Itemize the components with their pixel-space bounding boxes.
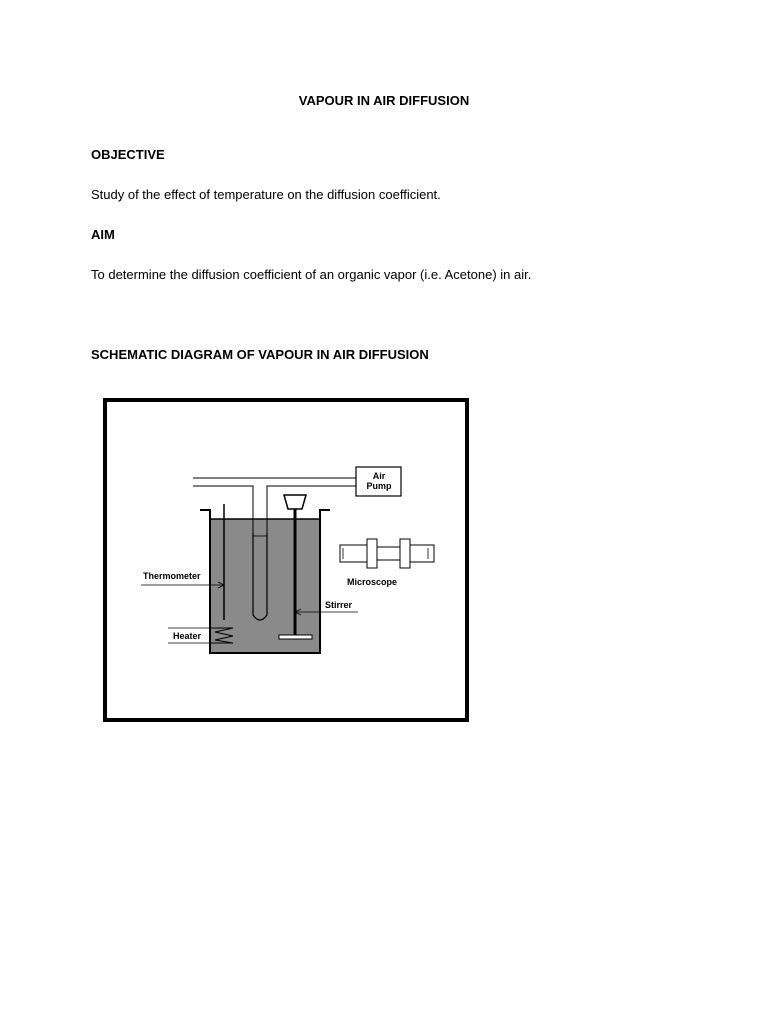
stirrer-paddle <box>279 635 312 639</box>
air-pump-label-line1: Air <box>372 471 386 481</box>
thermometer-label: Thermometer <box>143 571 201 581</box>
diffusion-tube <box>253 533 267 620</box>
heater-label: Heater <box>173 631 202 641</box>
microscope-label: Microscope <box>347 577 398 587</box>
air-pump-label-line2: Pump <box>366 481 392 491</box>
objective-text: Study of the effect of temperature on the diffusion coefficient. <box>91 187 441 202</box>
stirrer-motor <box>284 495 306 509</box>
schematic-diagram <box>103 398 469 722</box>
document-title: VAPOUR IN AIR DIFFUSION <box>298 93 470 108</box>
stirrer-label: Stirrer <box>325 600 353 610</box>
aim-heading: AIM <box>91 227 115 242</box>
aim-text: To determine the diffusion coefficient of an organic vapor (i.e. Acetone) in air. <box>91 267 532 282</box>
schematic-heading: SCHEMATIC DIAGRAM OF VAPOUR IN AIR DIFFUSION <box>91 347 429 362</box>
objective-heading: OBJECTIVE <box>91 147 165 162</box>
